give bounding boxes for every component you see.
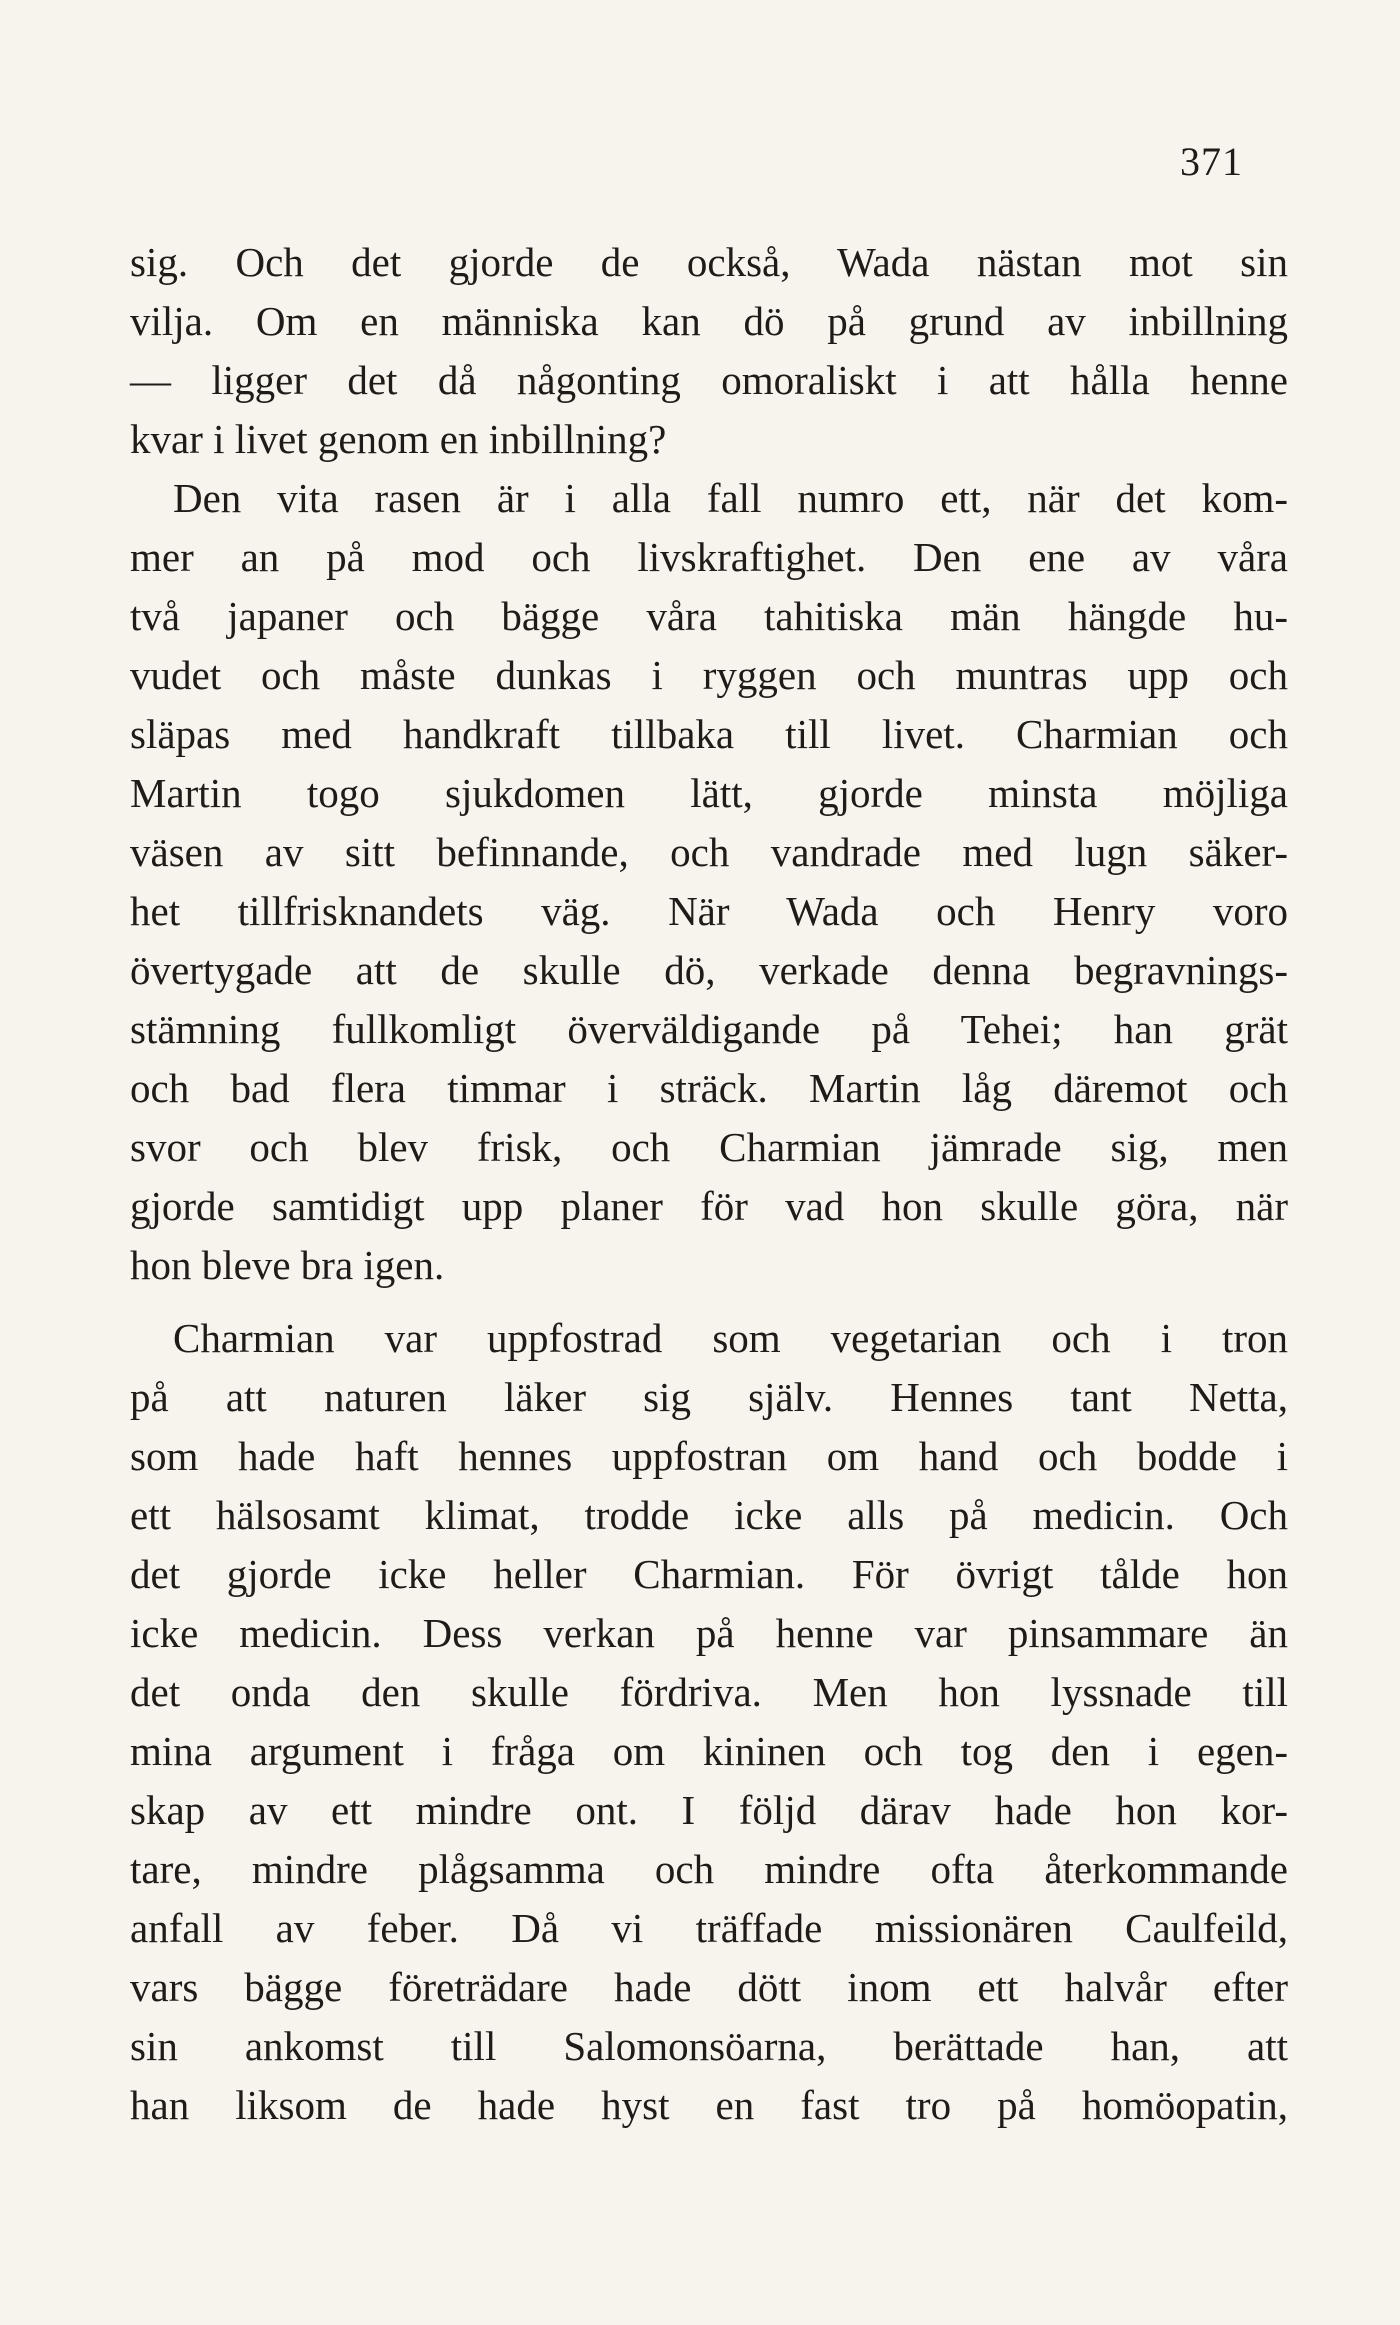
page-number: 371 [1180,139,1243,184]
body-text [130,233,1288,2135]
paragraph [130,469,1288,1295]
text-line: skap av ett mindre ont. I följd därav hade hon kor- [130,1787,1288,1833]
text-line: stämning fullkomligt överväldigande på Tehei; han grät [130,1006,1288,1052]
text-line: det onda den skulle fördriva. Men hon lyssnade till [130,1669,1288,1715]
text-line: vudet och måste dunkas i ryggen och muntras upp och [130,652,1288,698]
text-line: hon bleve bra igen. [130,1242,445,1288]
text-line: mer an på mod och livskraftighet. Den ene av våra [130,534,1288,580]
text-line: ett hälsosamt klimat, trodde icke alls på medicin. Och [130,1492,1288,1538]
text-line: övertygade att de skulle dö, verkade denna begravnings- [130,947,1288,993]
text-line: mina argument i fråga om kininen och tog den i egen- [130,1728,1288,1774]
paragraph [130,1309,1288,2135]
text-line: sig. Och det gjorde de också, Wada nästan mot sin [130,239,1288,285]
text-line: och bad flera timmar i sträck. Martin låg däremot och [130,1065,1288,1111]
text-line: het tillfrisknandets väg. När Wada och Henry voro [130,888,1288,934]
text-line: svor och blev frisk, och Charmian jämrade sig, men [130,1124,1288,1170]
paragraph [130,233,1288,469]
text-line: Martin togo sjukdomen lätt, gjorde minsta möjliga [130,770,1288,816]
text-line: icke medicin. Dess verkan på henne var pinsammare än [130,1610,1288,1656]
text-line: som hade haft hennes uppfostran om hand och bodde i [130,1433,1288,1479]
text-line: gjorde samtidigt upp planer för vad hon skulle göra, när [130,1183,1288,1229]
text-line: vars bägge företrädare hade dött inom ett halvår efter [130,1964,1288,2010]
text-line: på att naturen läker sig själv. Hennes tant Netta, [130,1374,1288,1420]
text-line: han liksom de hade hyst en fast tro på homöopatin, [130,2082,1288,2128]
paragraph-gap [130,1295,1288,1309]
text-line: Den vita rasen är i alla fall numro ett, när det kom- [173,475,1288,521]
text-line: två japaner och bägge våra tahitiska män hängde hu- [130,593,1288,639]
text-line: anfall av feber. Då vi träffade missionären Caulfeild, [130,1905,1288,1951]
text-line: det gjorde icke heller Charmian. För övrigt tålde hon [130,1551,1288,1597]
text-line: väsen av sitt befinnande, och vandrade med lugn säker- [130,829,1288,875]
text-line: vilja. Om en människa kan dö på grund av inbillning [130,298,1288,344]
text-line: Charmian var uppfostrad som vegetarian och i tron [173,1315,1288,1361]
text-line: släpas med handkraft tillbaka till livet. Charmian och [130,711,1288,757]
text-line: sin ankomst till Salomonsöarna, berättade han, att [130,2023,1288,2069]
text-line: tare, mindre plågsamma och mindre ofta återkommande [130,1846,1288,1892]
text-line: kvar i livet genom en inbillning? [130,416,667,462]
text-line: — ligger det då någonting omoraliskt i att hålla henne [130,357,1288,403]
